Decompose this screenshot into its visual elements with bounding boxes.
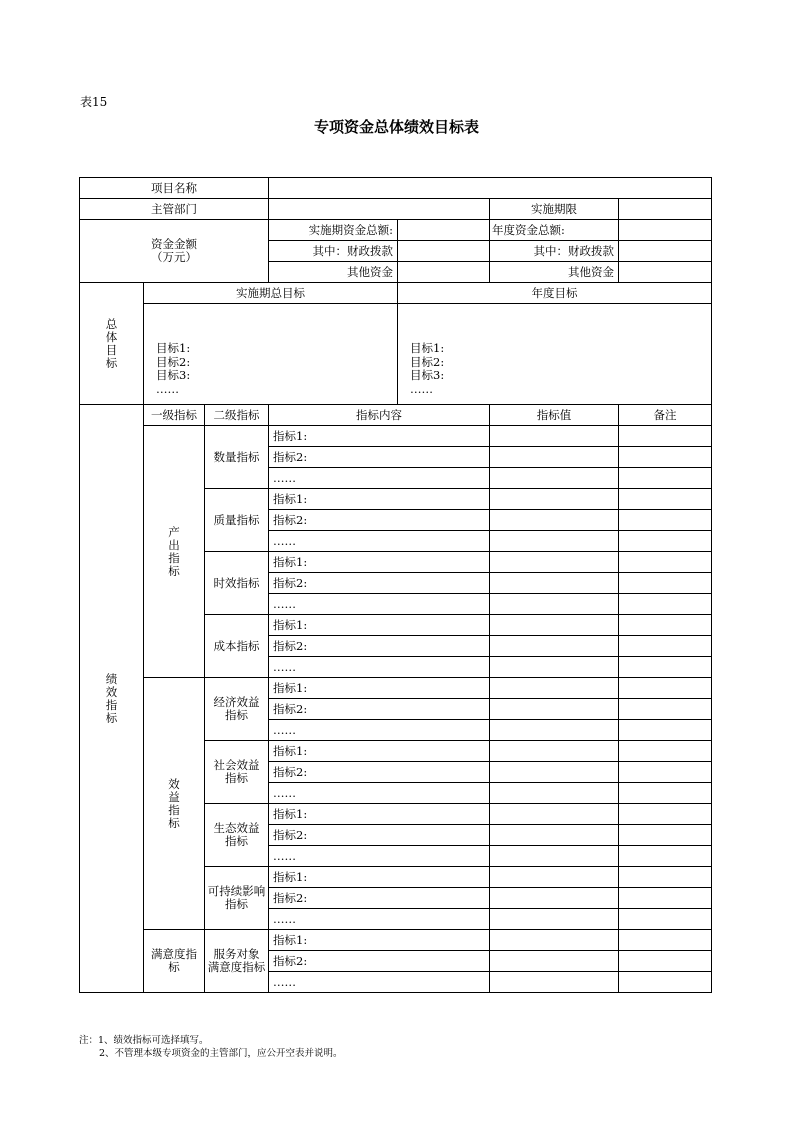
indicator-value[interactable] [490, 573, 619, 594]
indicator-value[interactable] [490, 825, 619, 846]
indicator-value[interactable] [490, 426, 619, 447]
indicator-value[interactable] [490, 531, 619, 552]
period-fiscal-label: 其中：财政拨款 [269, 241, 398, 262]
indicator-content[interactable]: 指标1: [269, 741, 490, 762]
goal-line: 目标2: [156, 354, 191, 369]
indicator-remark[interactable] [619, 783, 712, 804]
indicator-remark[interactable] [619, 552, 712, 573]
indicator-value[interactable] [490, 447, 619, 468]
indicator-content[interactable]: 指标1: [269, 804, 490, 825]
year-total-value[interactable] [619, 220, 712, 241]
goal-line: 目标2: [410, 354, 445, 369]
indicator-remark[interactable] [619, 531, 712, 552]
row-department [80, 199, 712, 220]
funds-label: 资金金额 （万元） [80, 220, 269, 283]
year-fiscal-value[interactable] [619, 241, 712, 262]
indicator-remark[interactable] [619, 720, 712, 741]
indicator-remark[interactable] [619, 615, 712, 636]
indicator-content[interactable]: …… [269, 909, 490, 930]
indicator-content[interactable]: 指标2: [269, 573, 490, 594]
indicator-value[interactable] [490, 888, 619, 909]
indicator-value[interactable] [490, 951, 619, 972]
indicator-content[interactable]: 指标1: [269, 489, 490, 510]
indicator-content[interactable]: 指标2: [269, 636, 490, 657]
level2-indicator: 生态效益 指标 [205, 804, 269, 867]
period-other-value[interactable] [398, 262, 490, 283]
indicator-row [80, 678, 712, 699]
indicator-remark[interactable] [619, 804, 712, 825]
goal-line: 目标1: [156, 341, 191, 355]
indicator-value[interactable] [490, 741, 619, 762]
indicator-content[interactable]: 指标1: [269, 615, 490, 636]
department-label: 主管部门 [80, 199, 269, 220]
period-goal-header: 实施期总目标 [144, 283, 398, 304]
year-total-label: 年度资金总额: [490, 220, 619, 241]
indicator-value[interactable] [490, 636, 619, 657]
indicator-remark[interactable] [619, 846, 712, 867]
indicator-remark[interactable] [619, 447, 712, 468]
indicator-value[interactable] [490, 510, 619, 531]
project-name-value[interactable] [269, 178, 712, 199]
row-funds-1 [80, 220, 712, 241]
period-total-value[interactable] [398, 220, 490, 241]
indicator-content[interactable]: 指标1: [269, 426, 490, 447]
note-1: 注：1、绩效指标可选择填写。 [79, 1035, 209, 1046]
indicator-remark[interactable] [619, 426, 712, 447]
indicator-header-row [80, 405, 712, 426]
indicator-value[interactable] [490, 720, 619, 741]
level2-indicator: 社会效益 指标 [205, 741, 269, 804]
table-number-label: 表15 [80, 95, 108, 109]
indicator-content[interactable]: 指标2: [269, 699, 490, 720]
indicator-remark[interactable] [619, 741, 712, 762]
indicator-remark[interactable] [619, 909, 712, 930]
indicator-remark[interactable] [619, 594, 712, 615]
indicator-value[interactable] [490, 867, 619, 888]
year-goal-header: 年度目标 [398, 283, 712, 304]
indicator-remark[interactable] [619, 510, 712, 531]
level1-header: 一级指标 [144, 405, 205, 426]
year-goal-cell[interactable] [398, 304, 712, 405]
level2-indicator: 数量指标 [205, 426, 269, 489]
row-project-name [80, 178, 712, 199]
indicator-value[interactable] [490, 657, 619, 678]
goal-line: …… [156, 381, 179, 396]
level2-indicator: 可持续影响 指标 [205, 867, 269, 930]
indicator-content[interactable]: …… [269, 531, 490, 552]
indicator-value[interactable] [490, 972, 619, 993]
indicator-content[interactable]: 指标1: [269, 552, 490, 573]
indicator-value[interactable] [490, 930, 619, 951]
indicator-value[interactable] [490, 783, 619, 804]
level1-indicator: 满意度指标 [144, 930, 205, 993]
indicator-remark[interactable] [619, 867, 712, 888]
indicator-remark[interactable] [619, 636, 712, 657]
indicator-value[interactable] [490, 804, 619, 825]
indicator-content[interactable]: 指标2: [269, 825, 490, 846]
goal-line: …… [410, 381, 434, 396]
level2-indicator: 成本指标 [205, 615, 269, 678]
level2-indicator: 服务对象 满意度指标 [205, 930, 269, 993]
indicator-content[interactable]: 指标2: [269, 951, 490, 972]
indicator-remark[interactable] [619, 825, 712, 846]
indicator-row [80, 426, 712, 447]
indicator-content[interactable]: 指标2: [269, 447, 490, 468]
indicator-content[interactable]: 指标1: [269, 867, 490, 888]
level2-indicator: 经济效益 指标 [205, 678, 269, 741]
goal-line: 目标3: [410, 368, 445, 382]
goal-line: 目标1: [410, 341, 445, 355]
indicator-value[interactable] [490, 552, 619, 573]
level1-indicator: 效 益 指 标 [144, 678, 205, 930]
indicator-content[interactable]: …… [269, 972, 490, 993]
page-title: 专项资金总体绩效目标表 [313, 118, 479, 136]
indicator-value[interactable] [490, 909, 619, 930]
indicator-value[interactable] [490, 846, 619, 867]
performance-indicator-label: 绩 效 指 标 [80, 405, 144, 993]
indicator-remark[interactable] [619, 573, 712, 594]
indicator-value[interactable] [490, 615, 619, 636]
indicator-remark[interactable] [619, 489, 712, 510]
value-header: 指标值 [490, 405, 619, 426]
department-value[interactable] [269, 199, 490, 220]
indicator-content[interactable]: 指标2: [269, 762, 490, 783]
content-header: 指标内容 [269, 405, 490, 426]
level2-indicator: 时效指标 [205, 552, 269, 615]
indicator-content[interactable]: 指标2: [269, 888, 490, 909]
indicator-remark[interactable] [619, 468, 712, 489]
indicator-content[interactable]: 指标2: [269, 510, 490, 531]
indicator-value[interactable] [490, 489, 619, 510]
performance-target-table [79, 177, 712, 993]
remark-header: 备注 [619, 405, 712, 426]
indicator-remark[interactable] [619, 888, 712, 909]
indicator-content[interactable]: 指标1: [269, 930, 490, 951]
indicator-content[interactable]: …… [269, 468, 490, 489]
indicator-remark[interactable] [619, 762, 712, 783]
indicator-remark[interactable] [619, 930, 712, 951]
period-total-label: 实施期资金总额: [269, 220, 398, 241]
indicator-value[interactable] [490, 678, 619, 699]
period-value[interactable] [619, 199, 712, 220]
year-other-value[interactable] [619, 262, 712, 283]
level1-indicator: 产 出 指 标 [144, 426, 205, 678]
overall-goal-label: 总 体 目 标 [80, 283, 144, 405]
period-other-label: 其他资金 [269, 262, 398, 283]
period-fiscal-value[interactable] [398, 241, 490, 262]
period-label: 实施期限 [490, 199, 619, 220]
year-fiscal-label: 其中：财政拨款 [490, 241, 619, 262]
year-other-label: 其他资金 [490, 262, 619, 283]
indicator-remark[interactable] [619, 972, 712, 993]
indicator-value[interactable] [490, 468, 619, 489]
goal-line: 目标3: [156, 368, 191, 382]
project-name-label: 项目名称 [80, 178, 269, 199]
indicator-content[interactable]: …… [269, 594, 490, 615]
performance-indicators [80, 405, 712, 993]
footnotes [79, 1034, 343, 1060]
indicator-content[interactable]: …… [269, 846, 490, 867]
indicator-value[interactable] [490, 699, 619, 720]
row-overall-goals [80, 304, 712, 405]
indicator-remark[interactable] [619, 657, 712, 678]
period-goal-cell[interactable] [144, 304, 398, 405]
indicator-content[interactable]: …… [269, 720, 490, 741]
indicator-remark[interactable] [619, 699, 712, 720]
indicator-value[interactable] [490, 594, 619, 615]
indicator-remark[interactable] [619, 951, 712, 972]
row-overall-header [80, 283, 712, 304]
indicator-value[interactable] [490, 762, 619, 783]
level2-header: 二级指标 [205, 405, 269, 426]
indicator-content[interactable]: …… [269, 783, 490, 804]
level2-indicator: 质量指标 [205, 489, 269, 552]
indicator-content[interactable]: …… [269, 657, 490, 678]
note-2: 2、不管理本级专项资金的主管部门，应公开空表并说明。 [99, 1048, 343, 1059]
indicator-remark[interactable] [619, 678, 712, 699]
indicator-content[interactable]: 指标1: [269, 678, 490, 699]
indicator-row [80, 930, 712, 951]
